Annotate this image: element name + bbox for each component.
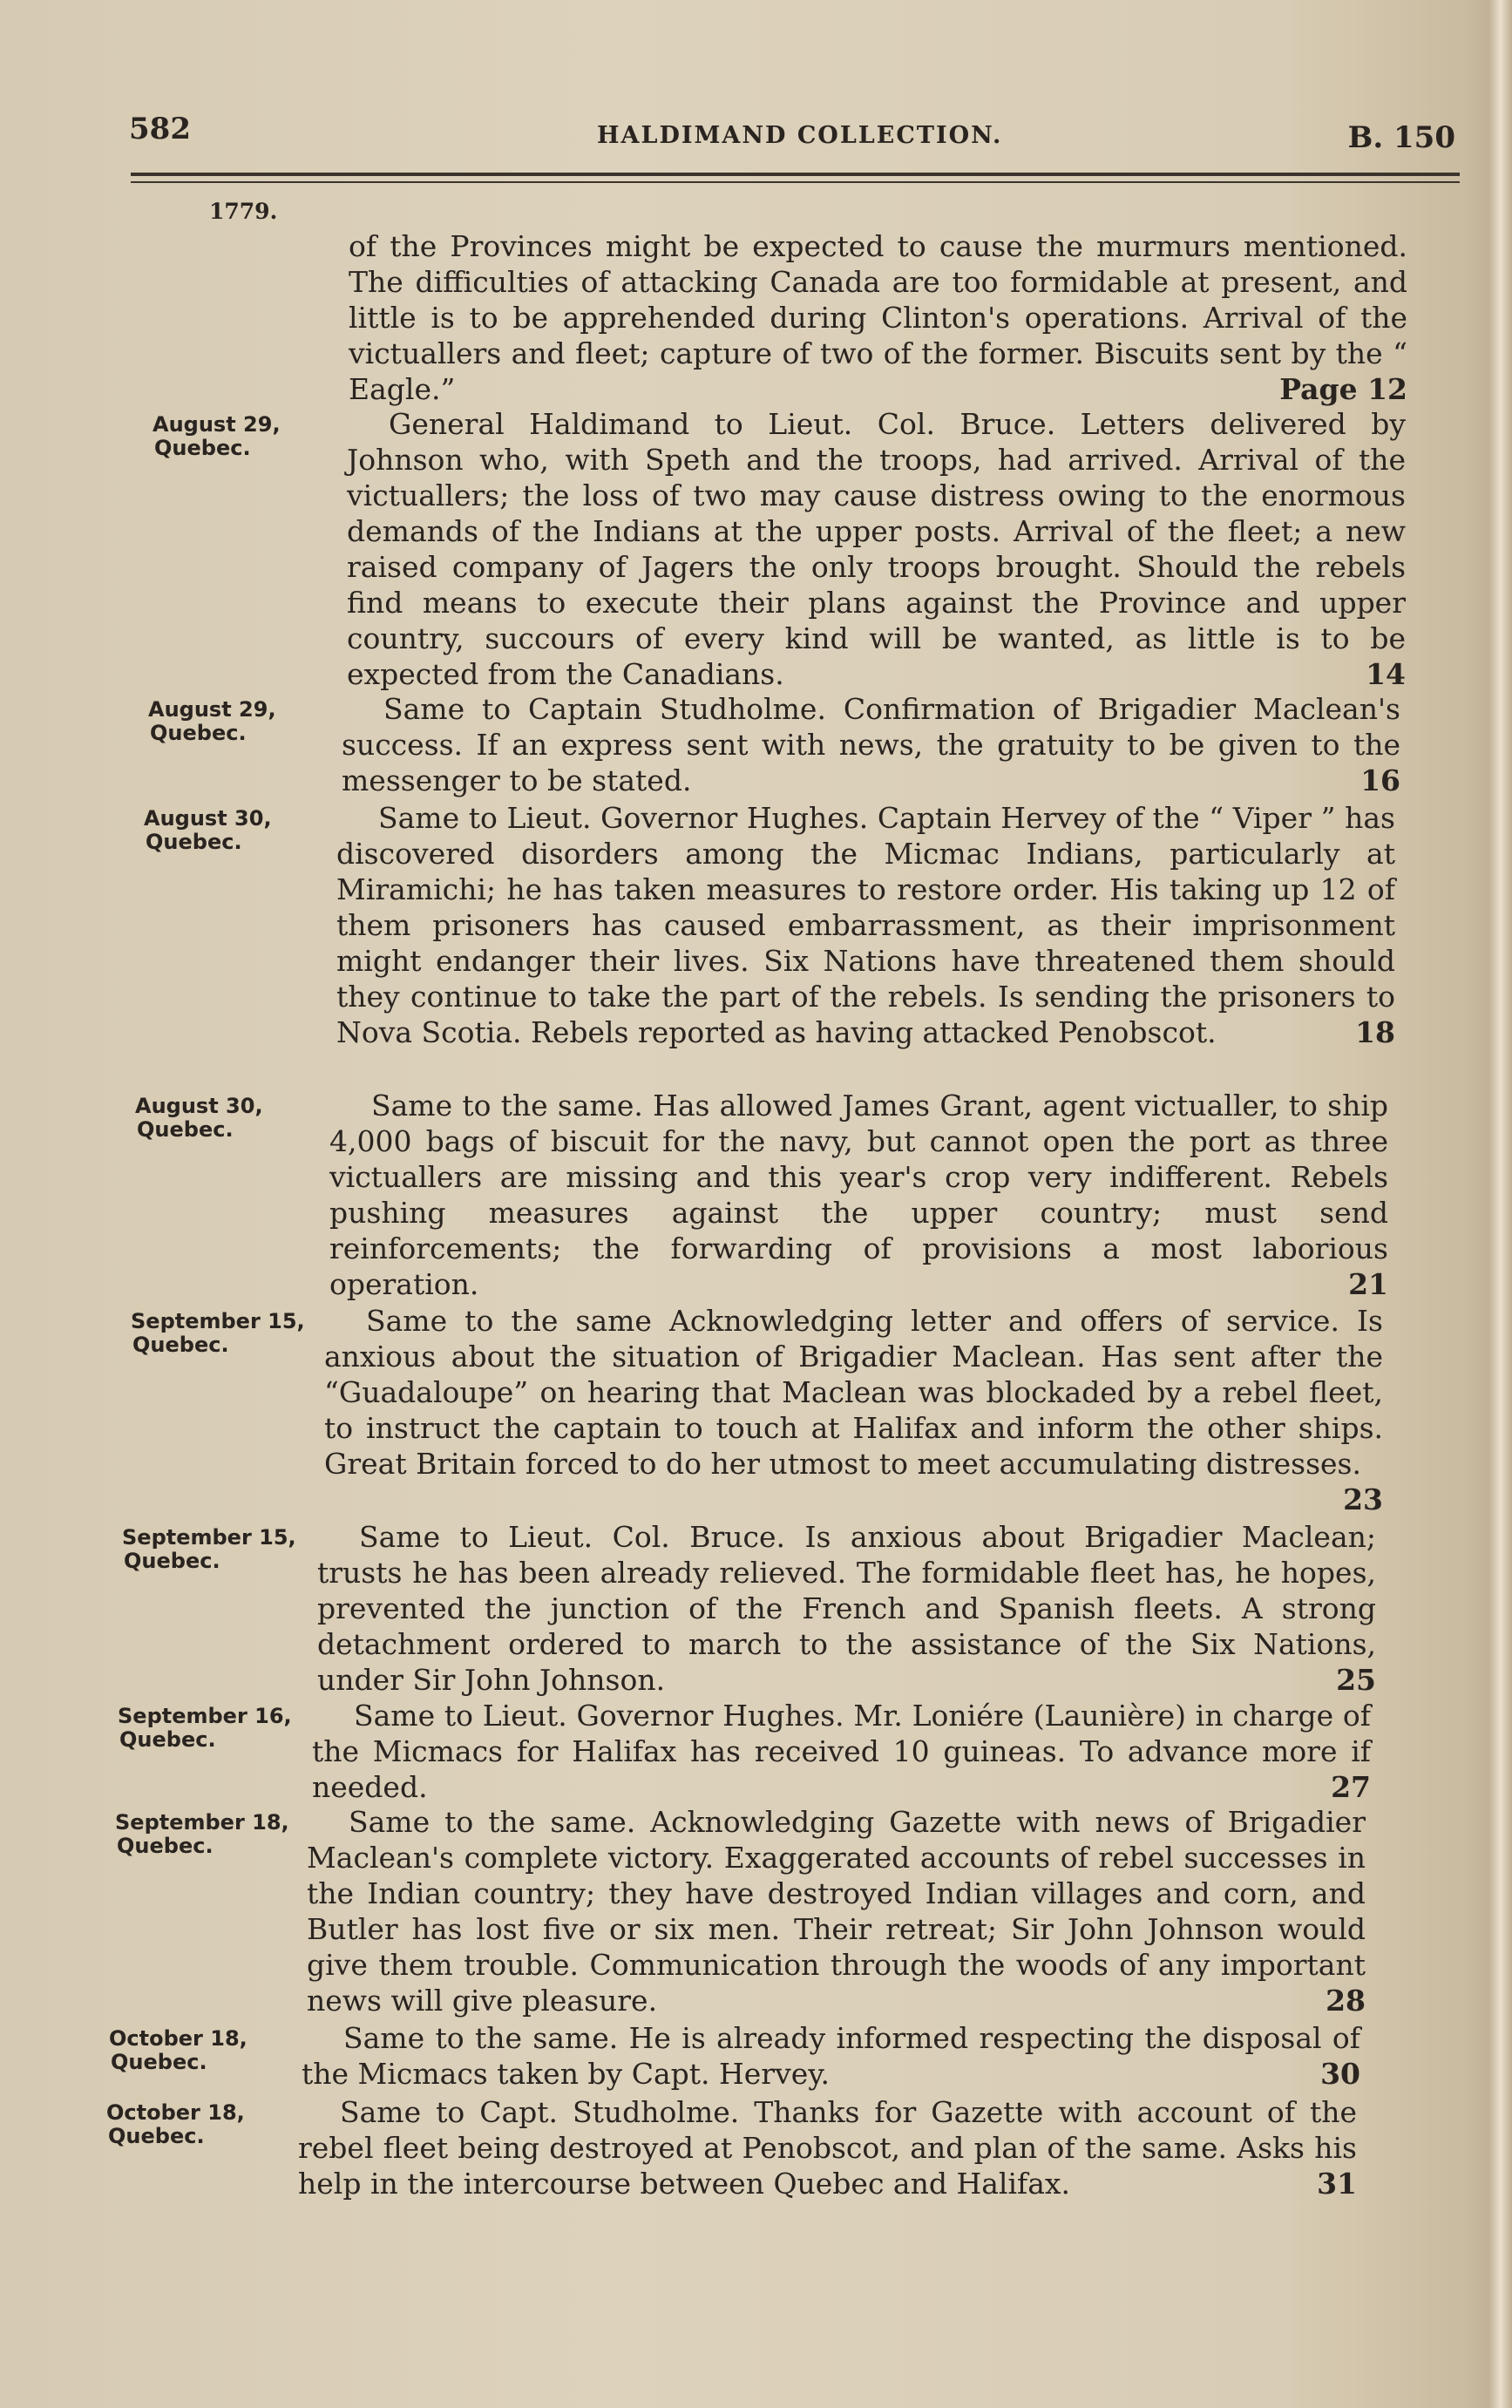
entry-text xyxy=(302,2020,1360,2092)
margin-date xyxy=(153,413,344,460)
entry-text xyxy=(307,1804,1366,2018)
entry-text xyxy=(336,800,1395,1050)
entry-body: Same to Captain Studholme. Confirmation of Brigadier Maclean's success. If an express sent with news, the gratuity to be given to the messenger to be stated. xyxy=(342,692,1400,797)
entry-body: Same to the same. Acknowledging Gazette with news of Brigadier Maclean's complete victory. Exaggerated accounts of rebel successes in the Indian country; they have destroyed Indian villages and corn, and Butler has lost five or six men. Their retreat; Sir John Johnson would give them trouble. Communication through the woods of any important news will give pleasure. xyxy=(307,1805,1366,2018)
entry-place: Quebec. xyxy=(137,1117,234,1142)
entry-date: September 18, xyxy=(115,1810,289,1835)
entry-page-ref: 28 xyxy=(1326,1984,1366,2018)
page-number: 582 xyxy=(129,112,191,146)
header-rule-thin xyxy=(131,181,1460,183)
entry-place: Quebec. xyxy=(117,1834,214,1858)
entry-body: Same to Lieut. Governor Hughes. Mr. Loniére (Launière) in charge of the Micmacs for Halifax has received 10 guineas. To advance more if needed. xyxy=(312,1699,1371,1804)
entry-page-ref: 21 xyxy=(1348,1267,1388,1301)
entry-date: August 29, xyxy=(148,697,276,722)
entry-text xyxy=(349,228,1407,407)
year-heading: 1779. xyxy=(209,199,278,224)
entry-place: Quebec. xyxy=(146,830,242,854)
entry-text xyxy=(342,691,1400,798)
entry-body: Same to Lieut. Col. Bruce. Is anxious about Brigadier Maclean; trusts he has been already relieved. The formidable fleet has, he hopes, prevented the junction of the French and Spanish fleets. A strong detachment ordered to march to the assistance of the Six Nations, under Sir John Johnson. xyxy=(317,1520,1376,1697)
margin-date xyxy=(144,807,336,854)
entry-date: October 18, xyxy=(109,2026,247,2051)
entry-body: Same to the same Acknowledging letter and offers of service. Is anxious about the situation of Brigadier Maclean. Has sent after the “Guadaloupe” on hearing that Maclean was blockaded by a rebel fleet, to instruct the captain to touch at Halifax and inform the other ships. Great Britain forced to do her utmost to meet accumulating distresses. xyxy=(324,1304,1383,1481)
entry-page-ref: 25 xyxy=(1336,1663,1376,1697)
entry-body: Same to the same. He is already informed respecting the disposal of the Micmacs taken by Capt. Hervey. xyxy=(302,2021,1360,2091)
entry-text xyxy=(312,1698,1371,1805)
entry-body: of the Provinces might be expected to cause the murmurs mentioned. The difficulties of attacking Canada are too formidable at present, and little is to be apprehended during Clinton's operations. Arrival of the victuallers and fleet; capture of two of the former. Biscuits sent by the “ Eagle.” xyxy=(349,229,1407,406)
margin-date xyxy=(148,698,340,745)
entry-text xyxy=(298,2094,1357,2201)
entry-page-ref: 16 xyxy=(1360,763,1400,797)
entry-body: General Haldimand to Lieut. Col. Bruce. Letters delivered by Johnson who, with Speth and the troops, had arrived. Arrival of the victuallers; the loss of two may cause distress owing to the enormous demands of the Indians at the upper posts. Arrival of the fleet; a new raised company of Jagers the only troops brought. Should the rebels find means to execute their plans against the Province and upper country, succours of every kind will be wanted, as little is to be expected from the Canadians. xyxy=(347,407,1406,691)
entry-body: Same to Lieut. Governor Hughes. Captain Hervey of the “ Viper ” has discovered disorders among the Micmac Indians, particularly at Miramichi; he has taken measures to restore order. His taking up 12 of them prisoners has caused embarrassment, as their imprisonment might endanger their lives. Six Nations have threatened them should they continue to take the part of the rebels. Is sending the prisoners to Nova Scotia. Rebels reported as having attacked Penobscot. xyxy=(336,801,1395,1049)
margin-date xyxy=(131,1310,322,1357)
entry-page-ref: 18 xyxy=(1355,1015,1395,1049)
header-rule-thick xyxy=(131,173,1460,176)
entry-page-ref: 31 xyxy=(1317,2167,1357,2201)
entry-text xyxy=(347,406,1406,692)
entry-date: September 15, xyxy=(122,1525,296,1550)
running-title: HALDIMAND COLLECTION. xyxy=(597,122,1003,149)
margin-date xyxy=(135,1095,327,1142)
entry-date: September 16, xyxy=(118,1704,292,1728)
volume-reference: B. 150 xyxy=(1347,120,1455,155)
entry-text xyxy=(324,1303,1383,1517)
entry-page-ref: 14 xyxy=(1366,657,1406,691)
page-edge xyxy=(1489,0,1512,2408)
entry-date: August 30, xyxy=(135,1094,263,1118)
entry-page-ref: 23 xyxy=(1343,1482,1383,1516)
entry-place: Quebec. xyxy=(119,1727,216,1752)
entry-date: August 30, xyxy=(144,806,272,831)
entry-place: Quebec. xyxy=(111,2050,207,2074)
entry-date: August 29, xyxy=(153,412,281,437)
entry-body: Same to Capt. Studholme. Thanks for Gazette with account of the rebel fleet being destroyed at Penobscot, and plan of the same. Asks his help in the intercourse between Quebec and Halifax. xyxy=(298,2095,1357,2201)
entry-date: September 15, xyxy=(131,1309,305,1333)
entry-text xyxy=(329,1088,1388,1302)
entry-body: Same to the same. Has allowed James Grant, agent victualler, to ship 4,000 bags of biscuit for the navy, but cannot open the port as three victuallers are missing and this year's crop very indifferent. Rebels pushing measures against the upper country; must send reinforcements; the forwarding of provisions a most laborious operation. xyxy=(329,1089,1388,1301)
margin-date xyxy=(115,1811,307,1858)
entry-place: Quebec. xyxy=(154,436,251,460)
entry-date: October 18, xyxy=(106,2100,245,2125)
margin-date xyxy=(109,2027,301,2074)
entry-place: Quebec. xyxy=(108,2124,205,2148)
margin-date xyxy=(106,2101,298,2148)
entry-place: Quebec. xyxy=(150,721,247,745)
entry-place: Quebec. xyxy=(124,1549,220,1573)
margin-date xyxy=(118,1705,309,1752)
entry-page-ref: Page 12 xyxy=(1279,372,1407,406)
entry-page-ref: 30 xyxy=(1320,2057,1360,2091)
entry-page-ref: 27 xyxy=(1331,1770,1371,1804)
entry-place: Quebec. xyxy=(132,1333,229,1357)
page-header xyxy=(122,103,1455,155)
margin-date xyxy=(122,1526,314,1573)
entry-text xyxy=(317,1519,1376,1698)
